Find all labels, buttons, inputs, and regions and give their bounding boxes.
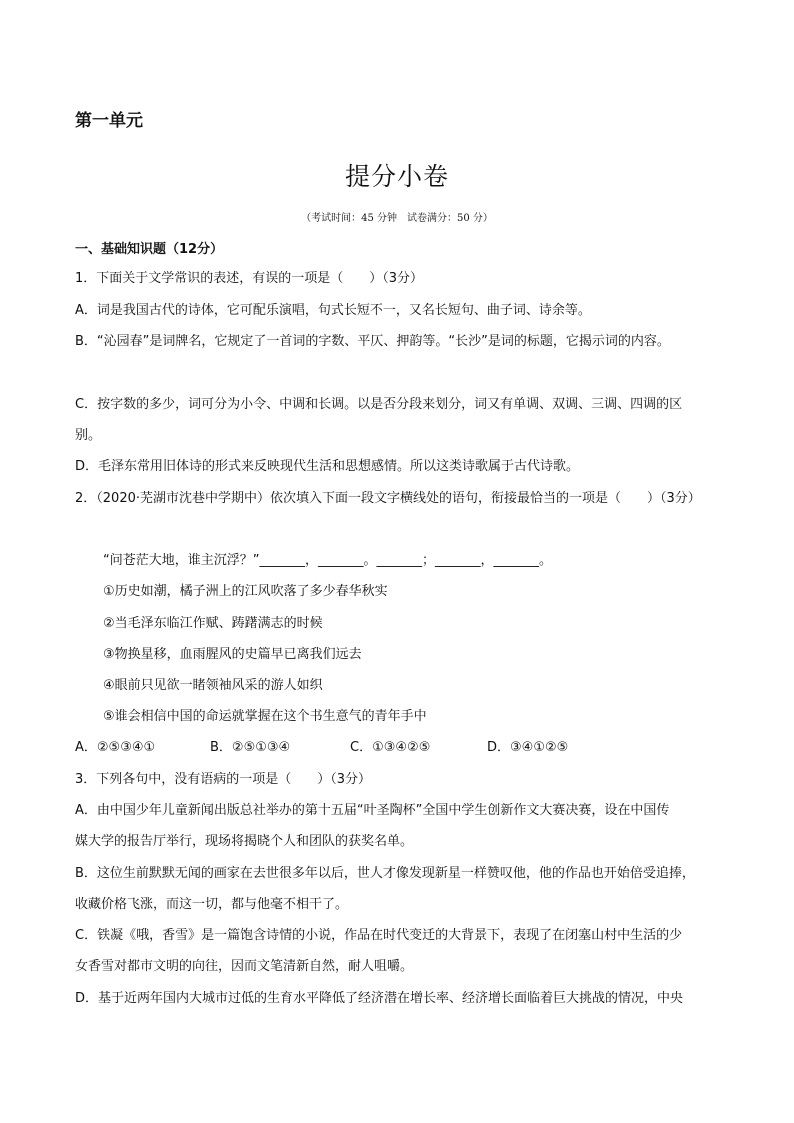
question-2-sentence-2: ②当毛泽东临江作赋、踌躇满志的时候 [103, 616, 323, 631]
question-1-option-c: C．按字数的多少，词可分为小令、中调和长调。以是否分段来划分，词又有单调、双调、三调、四调的区 [75, 397, 683, 412]
question-1-option-c-cont: 别。 [75, 428, 102, 443]
section-heading: 一、基础知识题（12分） [75, 242, 224, 257]
question-1-option-a: A．词是我国古代的诗体，它可配乐演唱，句式长短不一，又名长短句、曲子词、诗余等。 [75, 303, 591, 318]
question-3-option-a-cont: 媒大学的报告厅举行，现场将揭晓个人和团队的获奖名单。 [75, 834, 414, 849]
unit-title: 第一单元 [75, 111, 143, 131]
question-3-option-b-cont: 收藏价格飞涨，而这一切，都与他毫不相干了。 [75, 897, 349, 912]
question-2-option-b: B．②⑤①③④ [210, 740, 291, 755]
question-2-sentence-4: ④眼前只见欲一睹领袖风采的游人如织 [103, 678, 323, 693]
question-2-option-d: D．③④①②⑤ [487, 740, 569, 755]
page-title: 提分小卷 [344, 162, 449, 191]
question-2-option-c: C．①③④②⑤ [350, 740, 431, 755]
question-3-option-c: C．铁凝《哦，香雪》是一篇饱含诗情的小说，作品在时代变迁的大背景下，表现了在闭塞山村中生活的少 [75, 928, 683, 943]
question-2-sentence-1: ①历史如潮，橘子洲上的江风吹落了多少春华秋实 [103, 584, 388, 599]
question-3-option-b: B．这位生前默默无闻的画家在去世很多年以后，世人才像发现新星一样赞叹他，他的作品也开始倍受追捧， [75, 866, 695, 881]
question-2-sentence-5: ⑤谁会相信中国的命运就掌握在这个书生意气的青年手中 [103, 709, 427, 724]
question-3-option-d: D．基于近两年国内大城市过低的生育水平降低了经济潜在增长率、经济增长面临着巨大挑战的情况，中央 [75, 991, 684, 1006]
question-2-stem: 2．（2020·芜湖市沈巷中学期中）依次填入下面一段文字横线处的语句，衔接最恰当的一项是（ ）（3分） [75, 491, 701, 506]
question-1-stem: 1．下面关于文学常识的表述，有误的一项是（ ）（3分） [75, 271, 424, 286]
question-2-options [75, 739, 725, 757]
question-2-passage: “问苍茫大地，谁主沉浮？”_______，_______。_______；_______，_______。 [103, 553, 552, 568]
question-1-option-b: B．“沁园春”是词牌名，它规定了一首词的字数、平仄、押韵等。“长沙”是词的标题，它揭示词的内容。 [75, 334, 670, 349]
question-2-option-a: A．②⑤③④① [75, 740, 156, 755]
exam-info: （考试时间：45 分钟 试卷满分：50 分） [301, 213, 493, 224]
question-1-option-d: D．毛泽东常用旧体诗的形式来反映现代生活和思想感情。所以这类诗歌属于古代诗歌。 [75, 459, 580, 474]
question-3-option-c-cont: 女香雪对都市文明的向往，因而文笔清新自然，耐人咀嚼。 [75, 959, 414, 974]
question-3-option-a: A．由中国少年儿童新闻出版总社举办的第十五届“叶圣陶杯”全国中学生创新作文大赛决赛，设在中国传 [75, 803, 670, 818]
question-3-stem: 3．下列各句中，没有语病的一项是（ ）（3分） [75, 772, 372, 787]
question-2-sentence-3: ③物换星移，血雨腥风的史篇早已离我们远去 [103, 647, 362, 662]
